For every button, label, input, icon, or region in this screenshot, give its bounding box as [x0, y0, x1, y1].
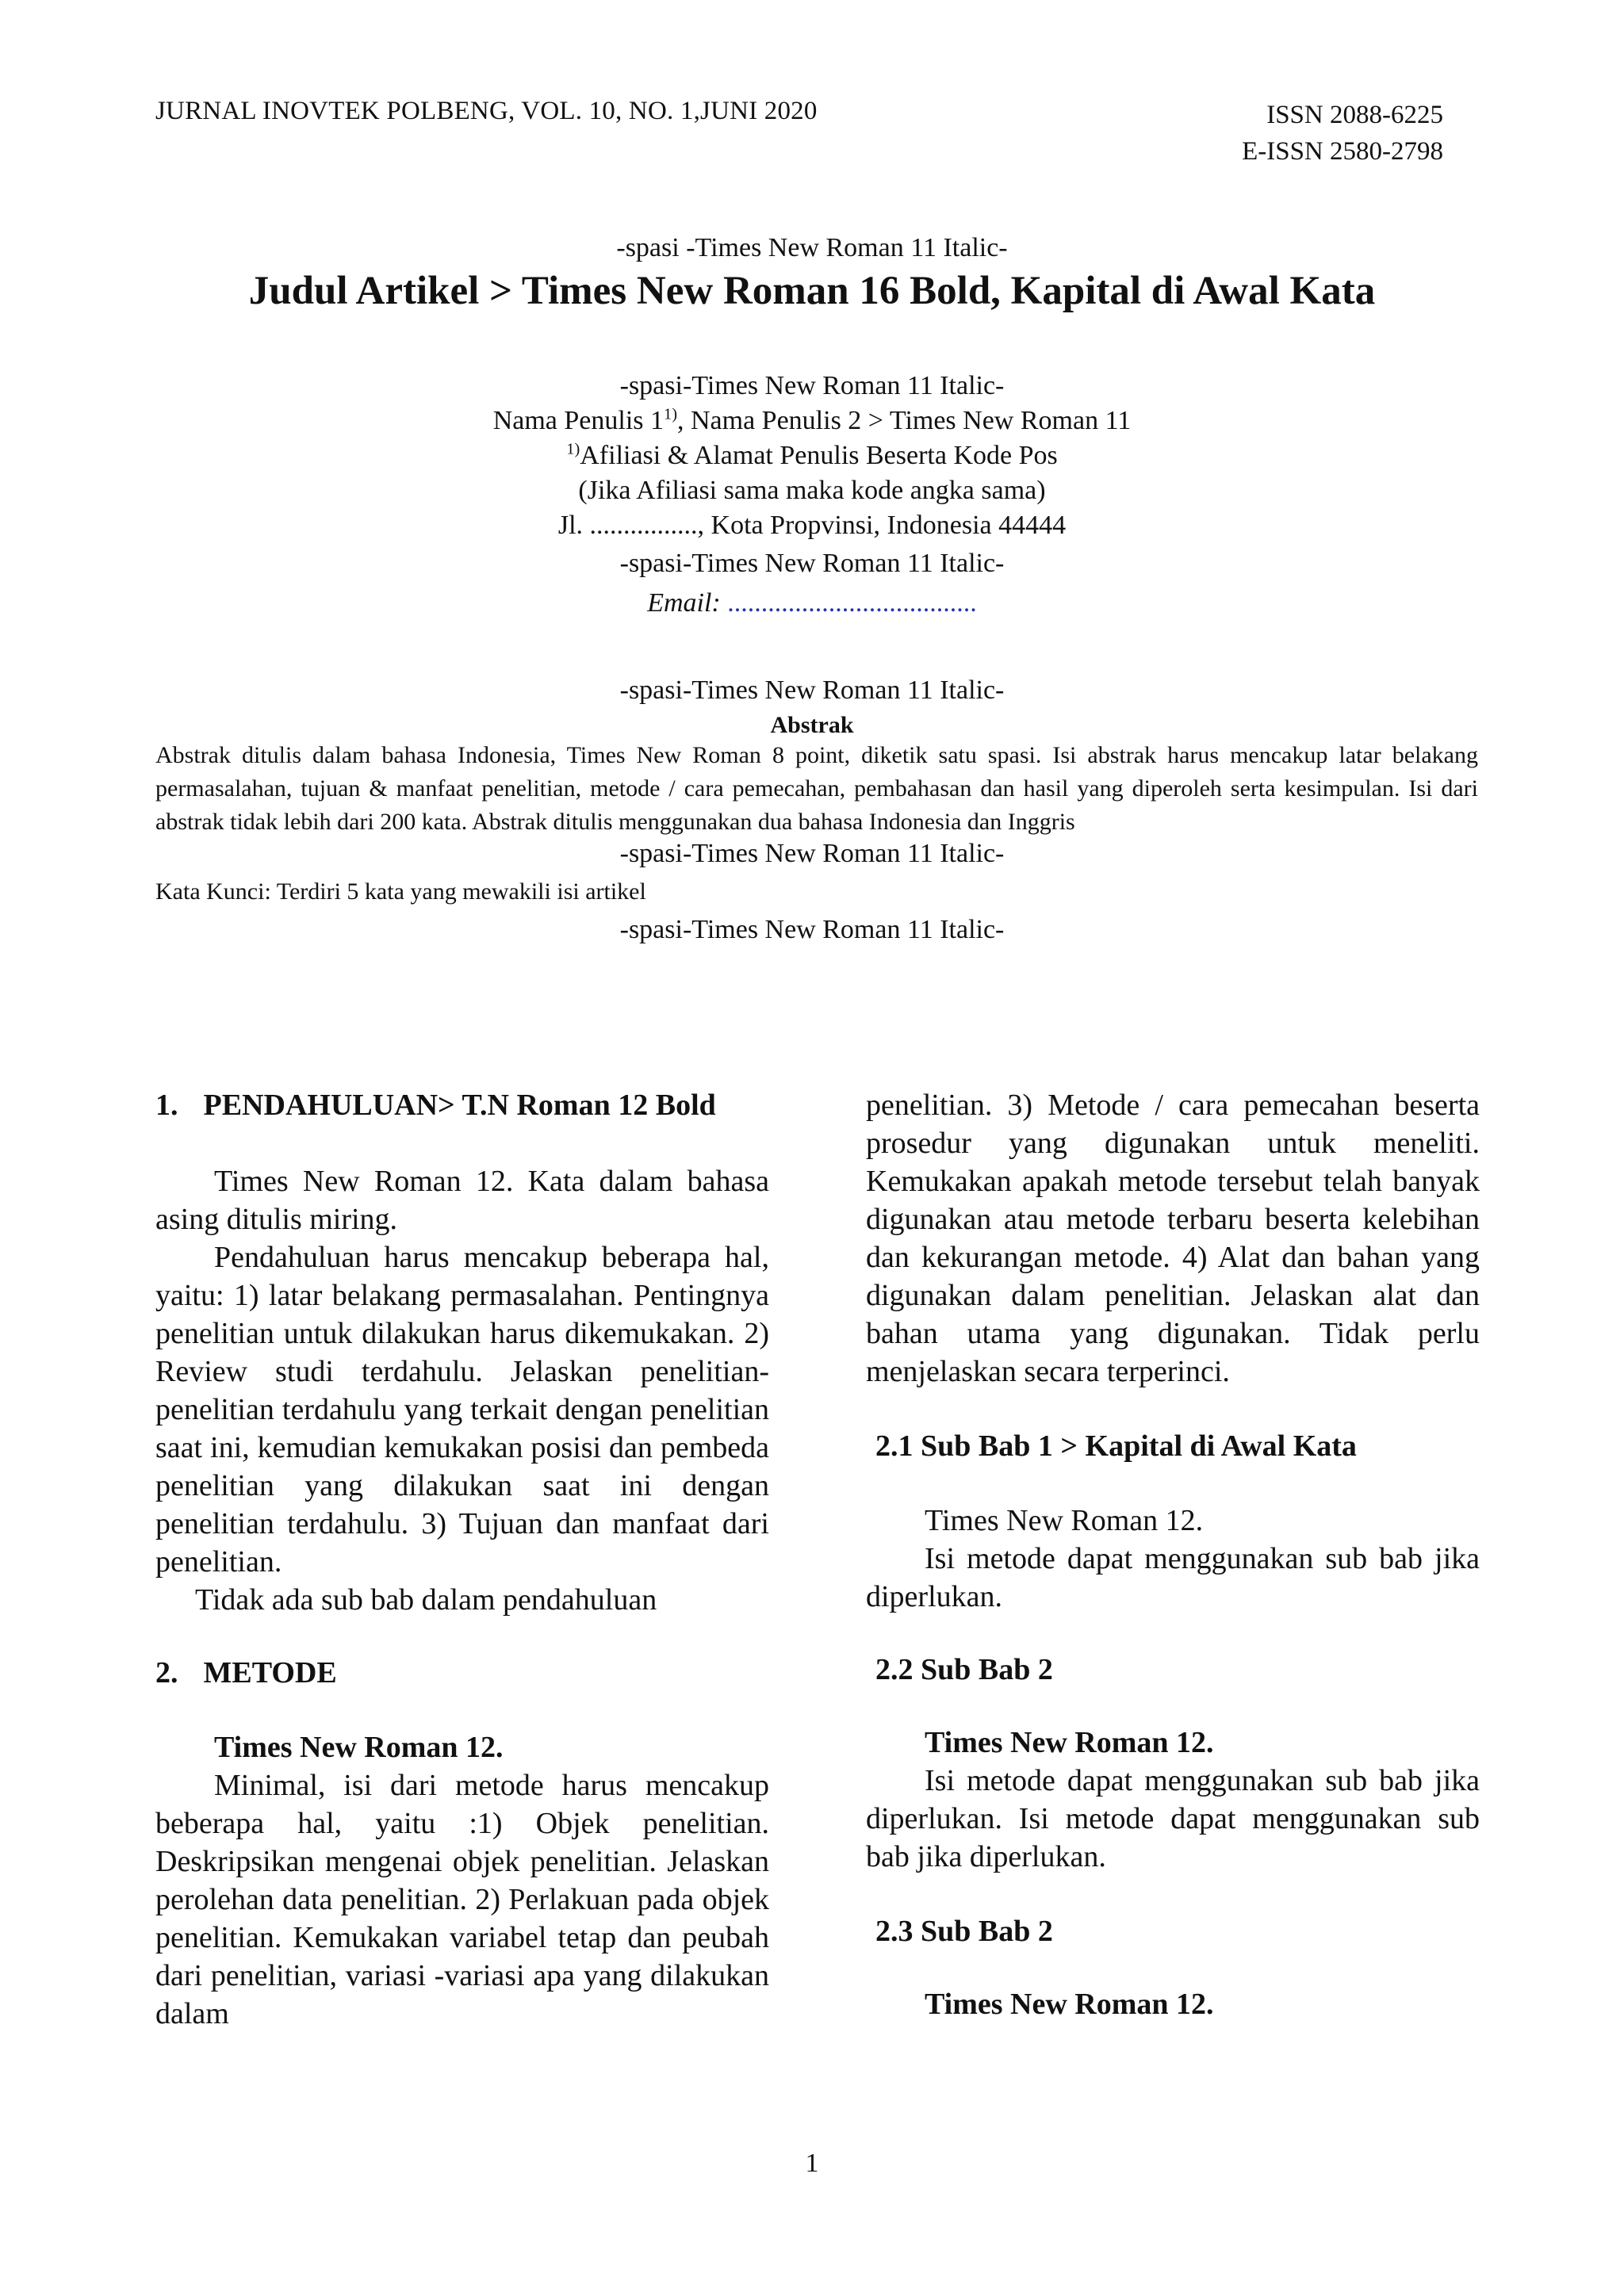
- authors-suffix: , Nama Penulis 2 > Times New Roman 11: [677, 406, 1132, 435]
- subsection-heading-1: 2.1 Sub Bab 1 > Kapital di Awal Kata: [875, 1429, 1357, 1463]
- keywords: Kata Kunci: Terdiri 5 kata yang mewakili isi artikel: [155, 878, 646, 905]
- author-line: [0, 406, 1624, 436]
- sub2-paragraph-1: Isi metode dapat menggunakan sub bab jika diperlukan. Isi metode dapat menggunakan sub bab jika diperlukan.: [866, 1764, 1480, 1873]
- spacer-note-1: -spasi-Times New Roman 11 Italic-: [619, 371, 1005, 400]
- method-bold-line: Times New Roman 12.: [214, 1731, 504, 1764]
- email-value[interactable]: .....................................: [727, 588, 977, 618]
- authors-prefix: Nama Penulis 1: [492, 406, 664, 435]
- affiliation-line: [0, 441, 1624, 471]
- journal-header: JURNAL INOVTEK POLBENG, VOL. 10, NO. 1,JUNI 2020: [155, 97, 818, 125]
- sub3-bold-line: Times New Roman 12.: [925, 1988, 1214, 2021]
- abstract-heading: Abstrak: [770, 712, 854, 738]
- email-label: Email:: [647, 588, 728, 618]
- abstract-body: Abstrak ditulis dalam bahasa Indonesia, Times New Roman 8 point, diketik satu spasi. Isi abstrak harus mencakup latar belakang permasalahan, tujuan & manfaat penelitian, metode / cara pemecahan, pembahasan dan hasil yang diperoleh serta kesimpulan. Isi dari abstrak tidak lebih dari 200 kata. Abstrak ditulis menggunakan dua bahasa Indonesia dan Inggris: [155, 742, 1478, 835]
- e-issn: E-ISSN 2580-2798: [1242, 137, 1443, 166]
- affiliation-sup: 1): [566, 440, 580, 458]
- authors-sup: 1): [664, 405, 677, 423]
- spacer-note-3: -spasi-Times New Roman 11 Italic-: [619, 675, 1005, 705]
- page-number: 1: [805, 2149, 819, 2178]
- section-heading-intro: [155, 1086, 769, 1124]
- email-line: [0, 588, 1624, 618]
- section-title: PENDAHULUAN> T.N Roman 12 Bold: [203, 1089, 716, 1122]
- issn-block: [1242, 97, 1443, 170]
- method-paragraph-1: Minimal, isi dari metode harus mencakup beberapa hal, yaitu :1) Objek penelitian. Deskripsikan mengenai objek penelitian. Jelaskan perolehan data penelitian. 2) Perlakuan pada objek penelitian. Kemukakan variabel tetap dan peubah dari penelitian, variasi -variasi apa yang dilakukan dalam: [155, 1769, 769, 2030]
- spacer-note-top: -spasi -Times New Roman 11 Italic-: [616, 233, 1008, 262]
- sub1-paragraph-1: Times New Roman 12.: [925, 1504, 1204, 1537]
- intro-paragraph-1: Times New Roman 12. Kata dalam bahasa asing ditulis miring.: [155, 1165, 769, 1236]
- spacer-note-2: -spasi-Times New Roman 11 Italic-: [619, 549, 1005, 578]
- sub1-paragraph-2: Isi metode dapat menggunakan sub bab jika diperlukan.: [866, 1542, 1480, 1613]
- subsection-heading-3: 2.3 Sub Bab 2: [875, 1915, 1053, 1948]
- spacer-note-5: -spasi-Times New Roman 11 Italic-: [619, 915, 1005, 944]
- address: Jl. ................, Kota Propvinsi, Indonesia 44444: [557, 511, 1067, 540]
- section-number: 1.: [155, 1089, 178, 1122]
- spacer-note-4: -spasi-Times New Roman 11 Italic-: [619, 839, 1005, 868]
- article-title: Judul Artikel > Times New Roman 16 Bold, Kapital di Awal Kata: [248, 269, 1376, 313]
- intro-paragraph-2: Pendahuluan harus mencakup beberapa hal, yaitu: 1) latar belakang permasalahan. Pentingnya penelitian untuk dilakukan harus dikemukakan. 2) Review studi terdahulu. Jelaskan penelitian-penelitian terdahulu yang terkait dengan penelitian saat ini, kemudian kemukakan posisi dan pembeda penelitian yang dilakukan saat ini dengan penelitian terdahulu. 3) Tujuan dan manfaat dari penelitian.: [155, 1241, 769, 1578]
- sub2-bold-line: Times New Roman 12.: [925, 1726, 1214, 1759]
- intro-paragraph-3: Tidak ada sub bab dalam pendahuluan: [195, 1583, 657, 1617]
- section-title: METODE: [203, 1656, 337, 1689]
- affiliation-note: (Jika Afiliasi sama maka kode angka sama): [578, 476, 1046, 505]
- issn: ISSN 2088-6225: [1266, 101, 1443, 129]
- method-continuation: penelitian. 3) Metode / cara pemecahan beserta prosedur yang digunakan untuk meneliti. Kemukakan apakah metode tersebut telah banyak digunakan atau metode terbaru beserta kelebihan dan kekurangan metode. 4) Alat dan bahan yang digunakan dalam penelitian. Jelaskan alat dan bahan utama yang digunakan. Tidak perlu menjelaskan secara terperinci.: [866, 1089, 1480, 1388]
- left-column: [155, 1086, 769, 2033]
- affiliation: Afiliasi & Alamat Penulis Beserta Kode Pos: [580, 441, 1058, 470]
- section-heading-method: [155, 1654, 769, 1692]
- right-column: [866, 1086, 1480, 2023]
- subsection-heading-2: 2.2 Sub Bab 2: [875, 1653, 1053, 1686]
- section-number: 2.: [155, 1656, 178, 1689]
